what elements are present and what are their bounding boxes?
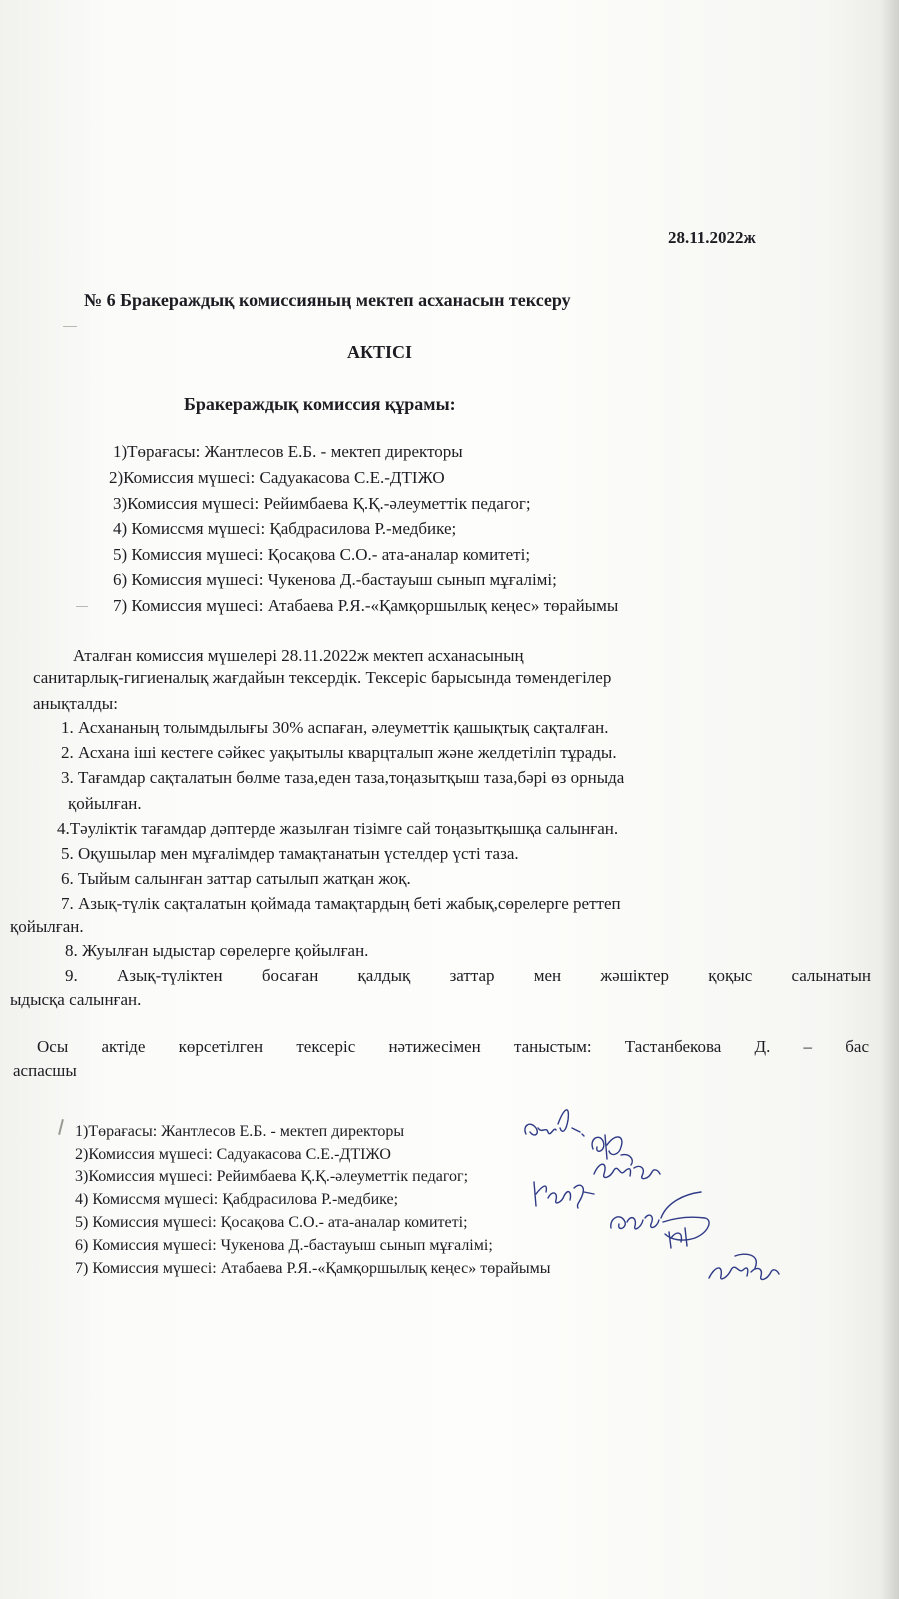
signature-7-icon bbox=[705, 1248, 785, 1288]
signature-member-line: 3)Комиссия мүшесі: Рейимбаева Қ.Қ.-әлеуметтік педагог; bbox=[75, 1168, 469, 1185]
signature-member-line: 5) Комиссия мүшесі: Қосақова С.О.- ата-аналар комитеті; bbox=[75, 1214, 468, 1231]
member-line: 7) Комиссия мүшесі: Атабаева Р.Я.-«Қамқоршылық кеңес» төрайымы bbox=[113, 596, 619, 615]
document-subtitle: АКТІСІ bbox=[347, 342, 413, 362]
scan-mark bbox=[76, 606, 88, 607]
intro-line: Аталған комиссия мүшелері 28.11.2022ж мектеп асханасының bbox=[73, 646, 524, 665]
page-edge-shadow bbox=[881, 0, 899, 1599]
intro-line: анықталды: bbox=[33, 694, 118, 713]
signature-member-line: 4) Комиссмя мүшесі: Қабдрасилова Р.-медбике; bbox=[75, 1191, 399, 1208]
scan-mark bbox=[58, 1119, 64, 1135]
acknowledgement-line: Осы актіде көрсетілген тексеріс нәтижесімен таныстым: Тастанбекова Д. – бас bbox=[37, 1037, 869, 1056]
signature-3-icon bbox=[590, 1150, 665, 1190]
finding-item-continued: қойылған. bbox=[10, 917, 84, 936]
composition-heading: Бракераждық комиссия құрамы: bbox=[184, 394, 456, 414]
finding-item-continued: ыдысқа салынған. bbox=[10, 990, 142, 1009]
finding-item: 7. Азық-түлік сақталатын қоймада тамақтардың беті жабық,сөрелерге реттеп bbox=[61, 894, 621, 913]
document-date: 28.11.2022ж bbox=[668, 228, 756, 247]
finding-item-continued: қойылған. bbox=[68, 794, 142, 813]
member-line: 3)Комиссия мүшесі: Рейимбаева Қ.Қ.-әлеуметтік педагог; bbox=[113, 494, 531, 513]
document-title: № 6 Бракераждық комиссияның мектеп асханасын тексеру bbox=[84, 290, 571, 310]
acknowledgement-line: аспасшы bbox=[13, 1061, 77, 1080]
member-line: 6) Комиссия мүшесі: Чукенова Д.-бастауыш сынып мұғалімі; bbox=[113, 570, 557, 589]
finding-item: 4.Тәуліктік тағамдар дәптерде жазылған тізімге сай тоңазытқышқа салынған. bbox=[57, 819, 619, 838]
member-line: 1)Төрағасы: Жантлесов Е.Б. - мектеп директоры bbox=[113, 442, 463, 461]
finding-item: 8. Жуылған ыдыстар сөрелерге қойылған. bbox=[65, 941, 369, 960]
signature-5-icon bbox=[605, 1188, 720, 1250]
finding-item: 6. Тыйым салынған заттар сатылып жатқан жоқ. bbox=[61, 869, 411, 888]
signature-1-icon bbox=[520, 1098, 590, 1148]
member-line: 4) Комиссмя мүшесі: Қабдрасилова Р.-медбике; bbox=[113, 519, 457, 538]
signature-4-icon bbox=[528, 1174, 598, 1214]
intro-line: санитарлық-гигиеналық жағдайын тексердік. Тексеріс барысында төмендегілер bbox=[33, 668, 612, 687]
scan-mark bbox=[63, 326, 77, 327]
signature-member-line: 2)Комиссия мүшесі: Садуакасова С.Е.-ДТІЖО bbox=[75, 1146, 391, 1163]
signature-member-line: 1)Төрағасы: Жантлесов Е.Б. - мектеп директоры bbox=[75, 1123, 405, 1140]
finding-item: 3. Тағамдар сақталатын бөлме таза,еден таза,тоңазытқыш таза,бәрі өз орныда bbox=[61, 768, 625, 787]
signature-member-line: 7) Комиссия мүшесі: Атабаева Р.Я.-«Қамқоршылық кеңес» төрайымы bbox=[75, 1260, 551, 1277]
finding-item: 9. Азық-түліктен босаған қалдық заттар мен жәшіктер қоқыс салынатын bbox=[65, 966, 871, 985]
member-line: 5) Комиссия мүшесі: Қосақова С.О.- ата-аналар комитеті; bbox=[113, 545, 531, 564]
member-line: 2)Комиссия мүшесі: Садуакасова С.Е.-ДТІЖО bbox=[109, 468, 445, 487]
finding-item: 1. Асхананың толымдылығы 30% аспаған, әлеуметтік қашықтық сақталған. bbox=[61, 718, 609, 737]
signature-member-line: 6) Комиссия мүшесі: Чукенова Д.-бастауыш сынып мұғалімі; bbox=[75, 1237, 493, 1254]
finding-item: 5. Оқушылар мен мұғалімдер тамақтанатын үстелдер үсті таза. bbox=[61, 844, 519, 863]
finding-item: 2. Асхана іші кестеге сәйкес уақытылы кварцталып және желдетіліп тұрады. bbox=[61, 743, 617, 762]
